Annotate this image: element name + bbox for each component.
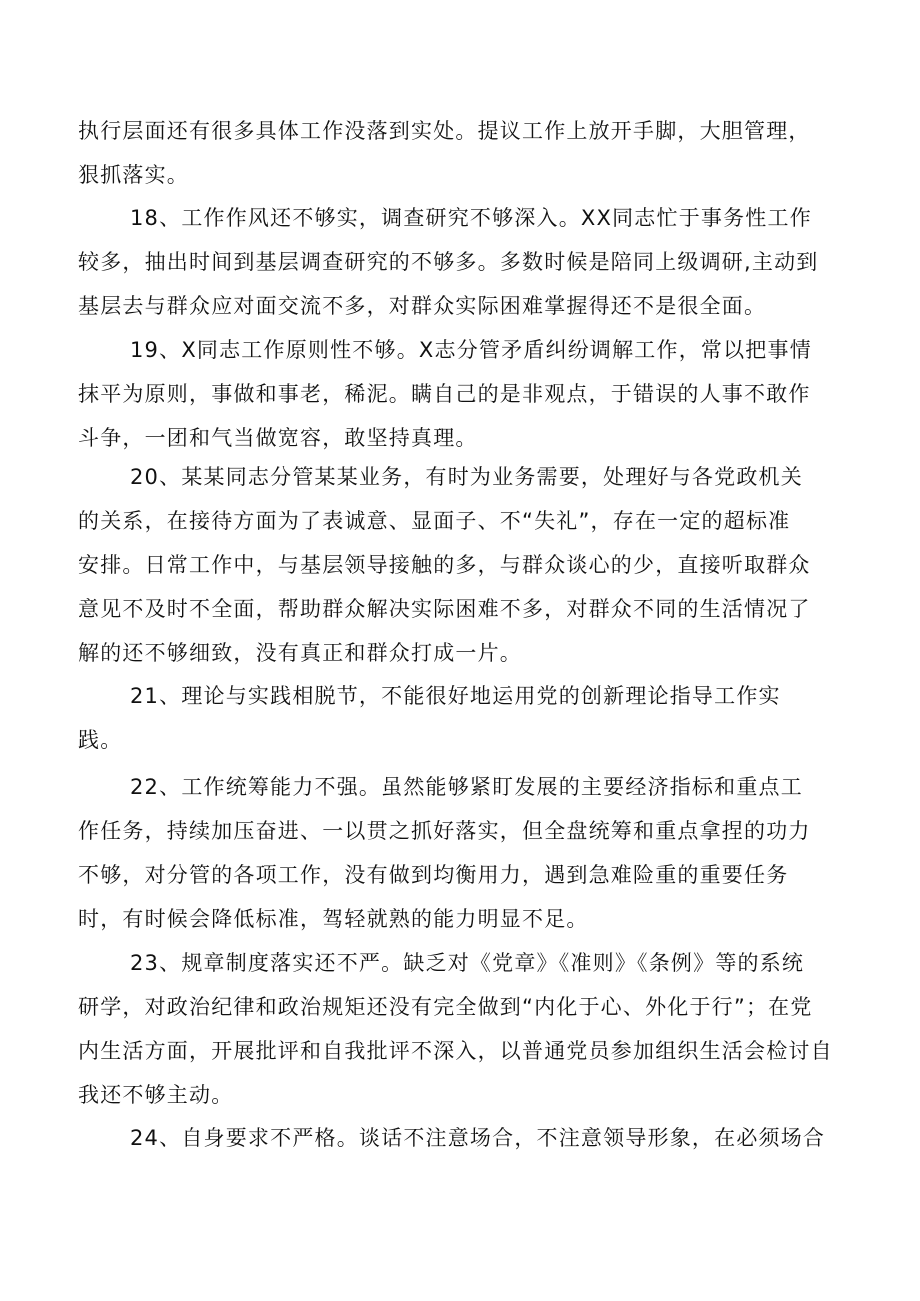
text-line: 较多，抽出时间到基层调查研究的不够多。多数时候是陪同上级调研,主动到 — [78, 250, 819, 274]
paragraph-item-21 — [78, 674, 858, 762]
text-line: 抹平为原则，事做和事老，稀泥。瞒自己的是非观点，于错误的人事不敢作 — [78, 382, 811, 406]
text-line: 狠抓落实。 — [78, 163, 189, 187]
text-line: 作任务，持续加压奋进、一以贯之抓好落实，但全盘统筹和重点拿捏的功力 — [78, 819, 811, 843]
text-line: 的关系，在接待方面为了表诚意、显面子、不“失礼”，存在一定的超标准 — [78, 509, 791, 533]
text-line: 研学，对政治纪律和政治规矩还没有完全做到“内化于心、外化于行”；在党 — [78, 995, 813, 1019]
paragraph-continuation — [78, 109, 858, 197]
text-line: 时，有时候会降低标准，驾轻就熟的能力明显不足。 — [78, 907, 589, 931]
text-line: 意见不及时不全面，帮助群众解决实际困难不多，对群众不同的生活情况了 — [78, 597, 811, 621]
paragraph-item-19 — [78, 328, 858, 460]
text-line: 21、理论与实践相脱节，不能很好地运用党的创新理论指导工作实 — [130, 684, 781, 708]
text-line: 我还不够主动。 — [78, 1083, 234, 1107]
text-line: 内生活方面，开展批评和自我批评不深入，以普通党员参加组织生活会检讨自 — [78, 1039, 833, 1063]
text-line: 19、X同志工作原则性不够。X志分管矛盾纠纷调解工作，常以把事情 — [130, 338, 812, 362]
text-line: 22、工作统筹能力不强。虽然能够紧盯发展的主要经济指标和重点工 — [130, 775, 803, 799]
text-line: 23、规章制度落实还不严。缺乏对《党章》《准则》《条例》等的系统 — [130, 951, 805, 975]
paragraph-item-20 — [78, 455, 858, 675]
text-line: 解的还不够细致，没有真正和群众打成一片。 — [78, 641, 522, 665]
text-line: 斗争，一团和气当做宽容，敢坚持真理。 — [78, 426, 478, 450]
paragraph-item-24 — [78, 1116, 858, 1160]
paragraph-item-22 — [78, 765, 858, 941]
text-line: 执行层面还有很多具体工作没落到实处。提议工作上放开手脚，大胆管理， — [78, 119, 811, 143]
text-line: 基层去与群众应对面交流不多，对群众实际困难掌握得还不是很全面。 — [78, 294, 767, 318]
text-line: 18、工作作风还不够实，调查研究不够深入。XX同志忙于事务性工作 — [130, 206, 812, 230]
text-line: 20、某某同志分管某某业务，有时为业务需要，处理好与各党政机关 — [130, 465, 803, 489]
paragraph-item-23 — [78, 941, 858, 1117]
text-line: 践。 — [78, 728, 123, 752]
paragraph-item-18 — [78, 196, 858, 328]
text-line: 安排。日常工作中，与基层领导接触的多，与群众谈心的少，直接听取群众 — [78, 553, 811, 577]
text-line: 24、自身要求不严格。谈话不注意场合，不注意领导形象，在必须场合 — [130, 1126, 826, 1150]
text-line: 不够，对分管的各项工作，没有做到均衡用力，遇到急难险重的重要任务 — [78, 863, 789, 887]
